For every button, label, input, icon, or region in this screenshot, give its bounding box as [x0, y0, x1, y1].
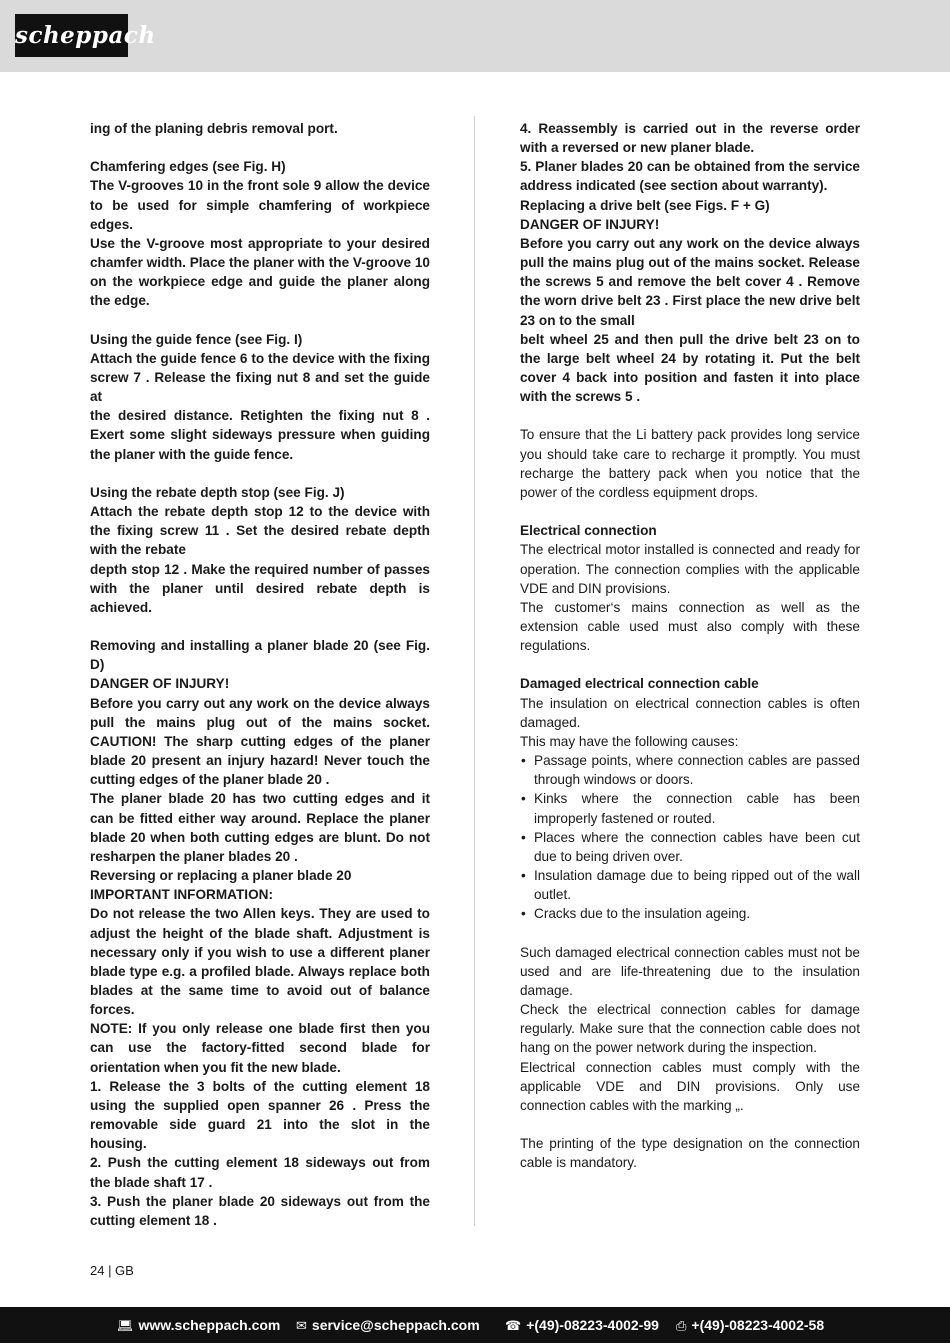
step-1: 1. Release the 3 bolts of the cutting element 18 using the supplied open spanner 26 . Press the removable side guard 21 into the slot in the housing. — [90, 1078, 430, 1152]
paragraph: The insulation on electrical connection cables is often damaged. — [520, 695, 860, 730]
footer-phone — [505, 1307, 659, 1344]
paragraph: Attach the guide fence 6 to the device with the fixing screw 7 . Release the fixing nut 8 and set the guide at — [90, 350, 430, 405]
paragraph: Before you carry out any work on the device always pull the mains plug out of the mains socket. CAUTION! The sharp cutting edges of the planer blade 20 present an injury hazard! Never touch the cutting edges of the planer blade 20 . — [90, 695, 430, 788]
paragraph: The printing of the type designation on the connection cable is mandatory. — [520, 1136, 860, 1171]
footer-fax — [676, 1307, 824, 1344]
list-item: • Insulation damage due to being ripped out of the wall outlet. — [520, 866, 860, 904]
paragraph: The V-grooves 10 in the front sole 9 allow the device to be used for simple chamfering of workpiece edges. — [90, 178, 430, 232]
left-column — [90, 119, 430, 1230]
list-item: • Passage points, where connection cables are passed through windows or doors. — [520, 751, 860, 789]
column-divider — [474, 116, 475, 1226]
paragraph: To ensure that the Li battery pack provides long service you should take care to recharge it promptly. You must recharge the battery pack when you notice that the power of the cordless equipment drops. — [520, 427, 860, 500]
scheppach-logo: scheppach — [15, 14, 128, 57]
step-4: 4. Reassembly is carried out in the reverse order with a reversed or new planer blade. — [520, 121, 860, 156]
mail-icon: ✉︎ — [296, 1318, 307, 1333]
footer-email[interactable] — [296, 1307, 480, 1344]
footer-website[interactable] — [117, 1307, 280, 1344]
paragraph: Do not release the two Allen keys. They are used to adjust the height of the blade shaft. Adjustment is necessary only if you wish to use a different planer blade type e.g. a profiled blade. Always replace both blades at the same time to avoid out of balance forces. — [90, 906, 430, 1018]
section-heading-drive-belt: Replacing a drive belt (see Figs. F + G) — [520, 197, 770, 213]
paragraph: This may have the following causes: — [520, 733, 739, 749]
fax-icon: ⎙ — [676, 1318, 687, 1333]
step-2: 2. Push the cutting element 18 sideways out from the blade shaft 17 . — [90, 1155, 430, 1190]
list-item: • Places where the connection cables have been cut due to being driven over. — [520, 828, 860, 866]
paragraph: Check the electrical connection cables for damage regularly. Make sure that the connection cable does not hang on the power network during the inspection. — [520, 1002, 860, 1056]
list-item: • Cracks due to the insulation ageing. — [520, 904, 860, 923]
right-column — [520, 119, 860, 1173]
paragraph: The planer blade 20 has two cutting edges and it can be fitted either way around. Replace the planer blade 20 when both cutting edges are blunt. Do not resharpen the planer blades 20 . — [90, 791, 430, 864]
section-heading-damaged-cable: Damaged electrical connection cable — [520, 676, 759, 692]
paragraph: Attach the rebate depth stop 12 to the device with the fixing screw 11 . Set the desired rebate depth with the rebate — [90, 504, 430, 558]
paragraph: Use the V-groove most appropriate to your desired chamfer width. Place the planer with the V-groove 10 on the workpiece edge and guide the planer along the edge. — [90, 235, 430, 309]
website-link[interactable]: www.scheppach.com — [138, 1317, 281, 1333]
paragraph: belt wheel 25 and then pull the drive belt 23 on to the large belt wheel 24 by rotating it. Put the belt cover 4 back into position and fasten it into place with the screws 5 . — [520, 331, 860, 405]
phone-icon: ☎︎ — [505, 1318, 522, 1333]
paragraph: Before you carry out any work on the device always pull the mains plug out of the mains socket. Release the screws 5 and remove the belt cover 4 . Remove the worn drive belt 23 . First place the new drive belt 23 on to the small — [520, 235, 860, 328]
paragraph: The customer‘s mains connection as well as the extension cable used must also comply with these regulations. — [520, 599, 860, 654]
important-label: IMPORTANT INFORMATION: — [90, 887, 273, 903]
step-3: 3. Push the planer blade 20 sideways out from the cutting element 18 . — [90, 1193, 430, 1228]
list-item: • Kinks where the connection cable has been improperly fastened or routed. — [520, 789, 860, 827]
page-number: 24 | GB — [90, 1263, 134, 1278]
subheading-reversing: Reversing or replacing a planer blade 20 — [90, 868, 352, 884]
fax-number: +(49)-08223-4002-58 — [691, 1317, 825, 1333]
phone-number: +(49)-08223-4002-99 — [526, 1317, 659, 1333]
danger-label: DANGER OF INJURY! — [90, 676, 230, 692]
paragraph: ing of the planing debris removal port. — [90, 121, 338, 136]
paragraph: depth stop 12 . Make the required number of passes with the planer until desired rebate depth is achieved. — [90, 561, 430, 615]
email-link[interactable]: service@scheppach.com — [311, 1317, 480, 1333]
paragraph: Such damaged electrical connection cables must not be used and are life-threatening due to the insulation damage. — [520, 944, 860, 998]
section-heading-planer-blade: Removing and installing a planer blade 20 (see Fig. D) — [90, 638, 430, 673]
section-heading-electrical-connection: Electrical connection — [520, 523, 657, 539]
section-heading-chamfering: Chamfering edges (see Fig. H) — [90, 159, 286, 175]
section-heading-rebate-stop: Using the rebate depth stop (see Fig. J) — [90, 484, 345, 500]
page-footer — [0, 1307, 950, 1343]
danger-label: DANGER OF INJURY! — [520, 216, 660, 232]
paragraph: Electrical connection cables must comply with the applicable VDE and DIN provisions. Only use connection cables with the marking „. — [520, 1059, 860, 1113]
paragraph: The electrical motor installed is connected and ready for operation. The connection complies with the applicable VDE and DIN provisions. — [520, 542, 860, 596]
step-5: 5. Planer blades 20 can be obtained from the service address indicated (see section about warranty). — [520, 159, 860, 194]
causes-list — [520, 751, 860, 923]
laptop-icon: 💻︎ — [117, 1318, 134, 1333]
page-header — [0, 0, 950, 72]
paragraph: the desired distance. Retighten the fixing nut 8 . Exert some slight sideways pressure when guiding the planer with the guide fence. — [90, 408, 430, 462]
note-paragraph: NOTE: If you only release one blade first then you can use the factory-fitted second blade for orientation when you fit the new blade. — [90, 1021, 430, 1075]
section-heading-guide-fence: Using the guide fence (see Fig. I) — [90, 331, 303, 347]
